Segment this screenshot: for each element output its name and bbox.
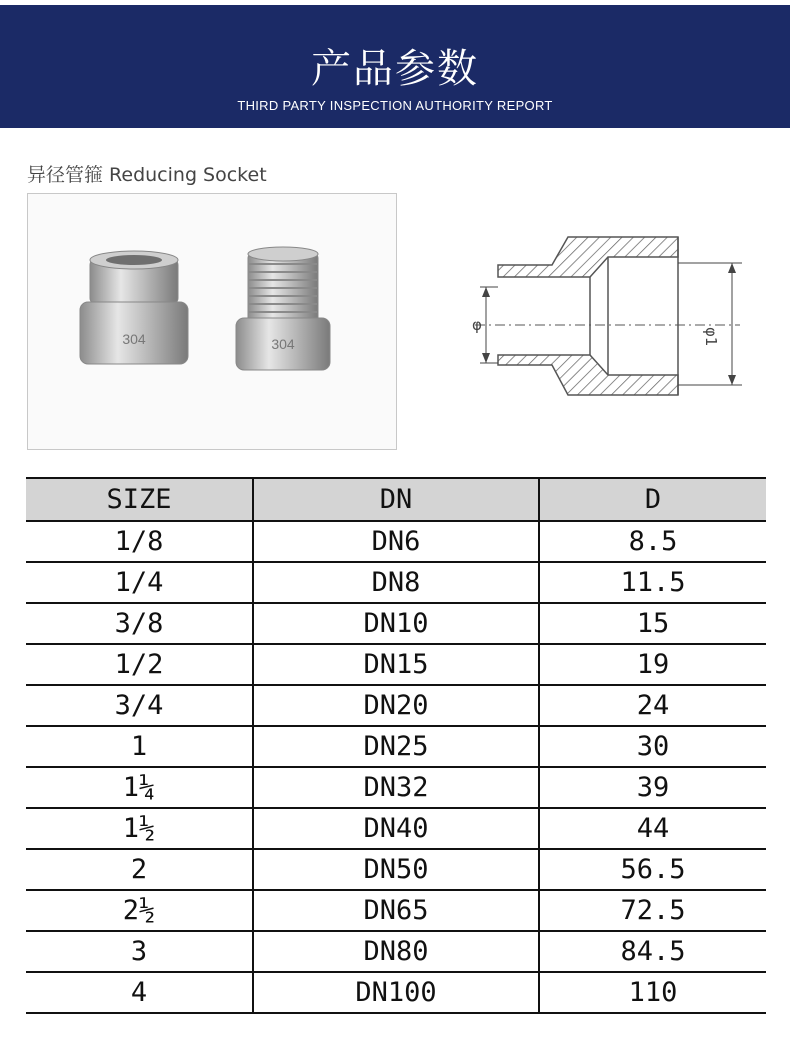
cell-d: 56.5: [539, 849, 766, 890]
cell-size: 1: [26, 726, 253, 767]
cell-d: 39: [539, 767, 766, 808]
socket-left-icon: [80, 251, 188, 364]
cell-d: 84.5: [539, 931, 766, 972]
cell-dn: DN100: [253, 972, 539, 1013]
cell-dn: DN6: [253, 521, 539, 562]
cell-d: 72.5: [539, 890, 766, 931]
page-subtitle: THIRD PARTY INSPECTION AUTHORITY REPORT: [237, 98, 553, 113]
cell-dn: DN50: [253, 849, 539, 890]
cell-d: 8.5: [539, 521, 766, 562]
svg-text:φ1: φ1: [702, 327, 720, 347]
table-row: [26, 767, 766, 808]
column-header-d: D: [539, 478, 766, 521]
page-title: 产品参数: [311, 46, 479, 92]
cell-d: 30: [539, 726, 766, 767]
cell-dn: DN15: [253, 644, 539, 685]
cell-size: 1/2: [26, 644, 253, 685]
cell-d: 19: [539, 644, 766, 685]
table-header-row: [26, 478, 766, 521]
table-row: [26, 562, 766, 603]
cell-size: 3: [26, 931, 253, 972]
column-header-dn: DN: [253, 478, 539, 521]
product-photo: [27, 193, 397, 450]
cell-dn: DN80: [253, 931, 539, 972]
cell-size: 4: [26, 972, 253, 1013]
dimension-large-icon: [678, 263, 742, 385]
cell-d: 24: [539, 685, 766, 726]
table-row: [26, 685, 766, 726]
cell-d: 15: [539, 603, 766, 644]
cell-size: 3/4: [26, 685, 253, 726]
table-row: [26, 972, 766, 1013]
cell-size: 1/8: [26, 521, 253, 562]
cell-size: 1/4: [26, 562, 253, 603]
table-row: [26, 890, 766, 931]
table-row: [26, 931, 766, 972]
cell-d: 110: [539, 972, 766, 1013]
cell-dn: DN20: [253, 685, 539, 726]
cell-size: 2: [26, 849, 253, 890]
product-title: 异径管箍 Reducing Socket: [27, 164, 267, 186]
table-row: [26, 808, 766, 849]
cell-dn: DN10: [253, 603, 539, 644]
column-header-size: SIZE: [26, 478, 253, 521]
cell-dn: DN40: [253, 808, 539, 849]
table-row: [26, 603, 766, 644]
table-row: [26, 726, 766, 767]
cell-dn: DN32: [253, 767, 539, 808]
cross-section-icon: [475, 237, 740, 395]
header-banner: [0, 5, 790, 128]
socket-right-icon: [236, 247, 330, 370]
cell-d: 11.5: [539, 562, 766, 603]
table-row: [26, 521, 766, 562]
table-row: [26, 644, 766, 685]
cell-size: 1¼: [26, 767, 253, 808]
cell-d: 44: [539, 808, 766, 849]
cell-size: 3/8: [26, 603, 253, 644]
cell-dn: DN8: [253, 562, 539, 603]
svg-text:304: 304: [271, 336, 295, 352]
svg-text:φ: φ: [472, 316, 482, 334]
spec-table: [26, 477, 766, 1014]
svg-text:304: 304: [122, 331, 146, 347]
cell-size: 2½: [26, 890, 253, 931]
table-row: [26, 849, 766, 890]
cell-dn: DN25: [253, 726, 539, 767]
cell-size: 1½: [26, 808, 253, 849]
fittings-illustration: [28, 194, 396, 449]
cell-dn: DN65: [253, 890, 539, 931]
technical-drawing: [440, 215, 770, 450]
